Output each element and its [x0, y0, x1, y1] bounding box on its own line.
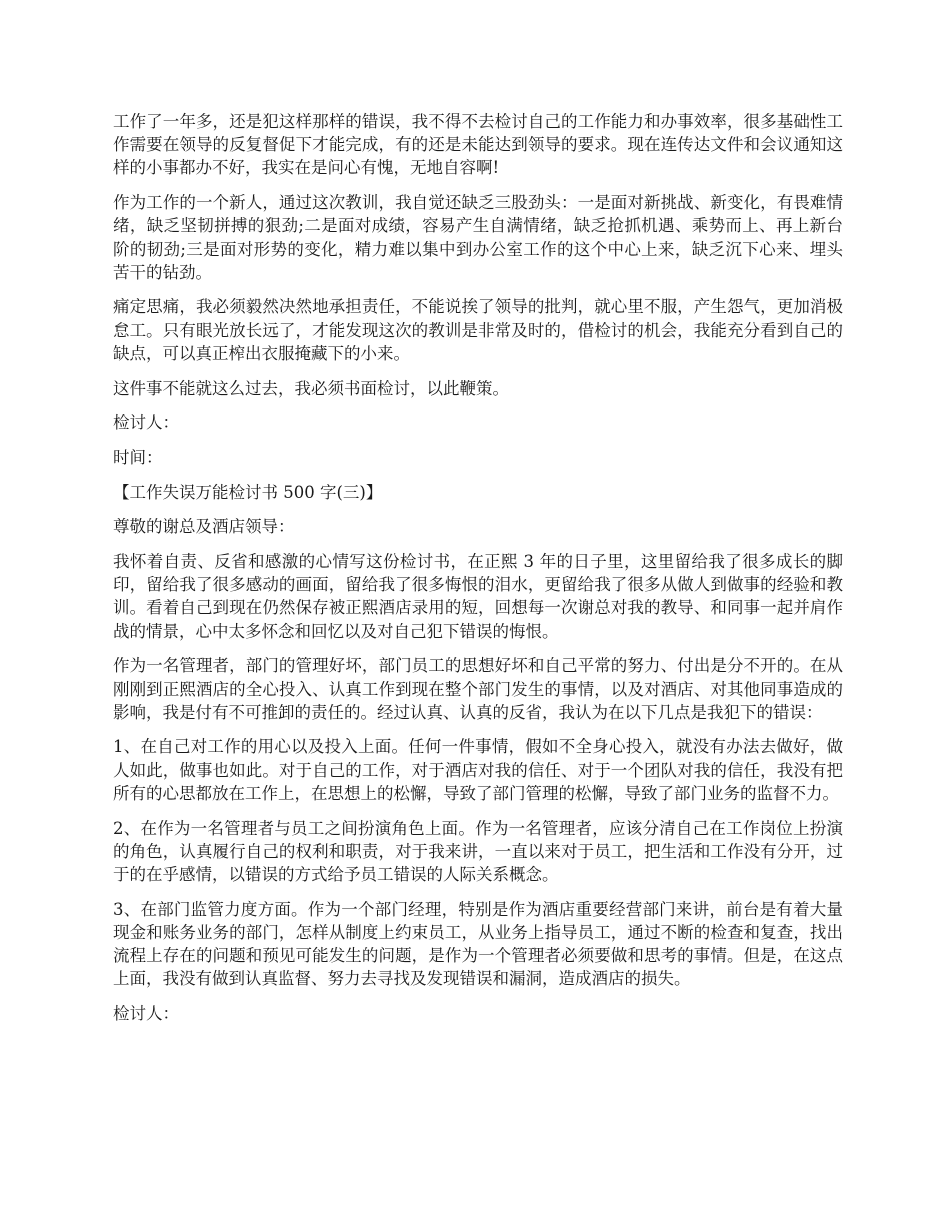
salutation: 尊敬的谢总及酒店领导：	[113, 517, 295, 537]
paragraph-2: 作为工作的一个新人，通过这次教训，我自觉还缺乏三股劲头：一是面对新挑战、新变化，有畏难情绪，缺乏坚韧拼搏的狠劲;二是面对成绩，容易产生自满情绪，缺乏抢抓机遇、乘势而上、再上新台阶的韧劲;三是面对形势的变化，精力难以集中到办公室工作的这个中心上来，缺乏沉下心来、埋头苦干的钻劲。	[113, 193, 843, 282]
paragraph-6: 作为一名管理者，部门的管理好坏，部门员工的思想好坏和自己平常的努力、付出是分不开的。在从刚刚到正熙酒店的全心投入、认真工作到现在整个部门发生的事情，以及对酒店、对其他同事造成的影响，我是付有不可推卸的责任的。经过认真、认真的反省，我认为在以下几点是我犯下的错误：	[113, 656, 843, 722]
list-item-2: 2、在作为一名管理者与员工之间扮演角色上面。作为一名管理者，应该分清自己在工作岗位上扮演的角色，认真履行自己的权利和职责，对于我来讲，一直以来对于员工，把生活和工作没有分开，过于的在乎感情，以错误的方式给予员工错误的人际关系概念。	[113, 818, 843, 884]
paragraph-4: 这件事不能就这么过去，我必须书面检讨，以此鞭策。	[113, 378, 509, 398]
signature-label-2: 检讨人：	[113, 1004, 179, 1023]
list-item-3: 3、在部门监管力度方面。作为一个部门经理，特别是作为酒店重要经营部门来讲，前台是有着大量现金和账务业务的部门，怎样从制度上约束员工，从业务上指导员工，通过不断的检查和复查，找出流程上存在的问题和预见可能发生的问题，是作为一个管理者必须要做和思考的事情。但是，在这点上面，我没有做到认真监督、努力去寻找及发现错误和漏洞，造成酒店的损失。	[113, 899, 843, 989]
signature-label: 检讨人：	[113, 413, 179, 433]
paragraph-1: 工作了一年多，还是犯这样那样的错误，我不得不去检讨自己的工作能力和办事效率，很多基础性工作需要在领导的反复督促下才能完成，有的还是未能达到领导的要求。现在连传达文件和会议通知这样的小事都办不好，我实在是问心有愧，无地自容啊!	[113, 112, 843, 178]
paragraph-5: 我怀着自责、反省和感激的心情写这份检讨书，在正熙 3 年的日子里，这里留给我了很多成长的脚印，留给我了很多感动的画面，留给我了很多悔恨的泪水，更留给我了很多从做人到做事的经验和教训。看着自己到现在仍然保存被正熙酒店录用的短，回想每一次谢总对我的教导、和同事一起并肩作战的情景，心中太多怀念和回忆以及对自己犯下错误的悔恨。	[113, 552, 843, 641]
paragraph-3: 痛定思痛，我必须毅然决然地承担责任，不能说挨了领导的批判，就心里不服，产生怨气，更加消极怠工。只有眼光放长远了，才能发现这次的教训是非常及时的，借检讨的机会，我能充分看到自己的缺点，可以真正榨出衣服掩藏下的小来。	[113, 297, 843, 363]
section-title: 【工作失误万能检讨书 500 字(三)】	[113, 482, 383, 502]
list-item-1: 1、在自己对工作的用心以及投入上面。任何一件事情，假如不全身心投入，就没有办法去做好，做人如此，做事也如此。对于自己的工作，对于酒店对我的信任、对于一个团队对我的信任，我没有把所有的心思都放在工作上，在思想上的松懈，导致了部门管理的松懈，导致了部门业务的监督不力。	[113, 737, 843, 803]
date-label: 时间：	[113, 447, 163, 467]
document-body	[113, 110, 843, 1037]
